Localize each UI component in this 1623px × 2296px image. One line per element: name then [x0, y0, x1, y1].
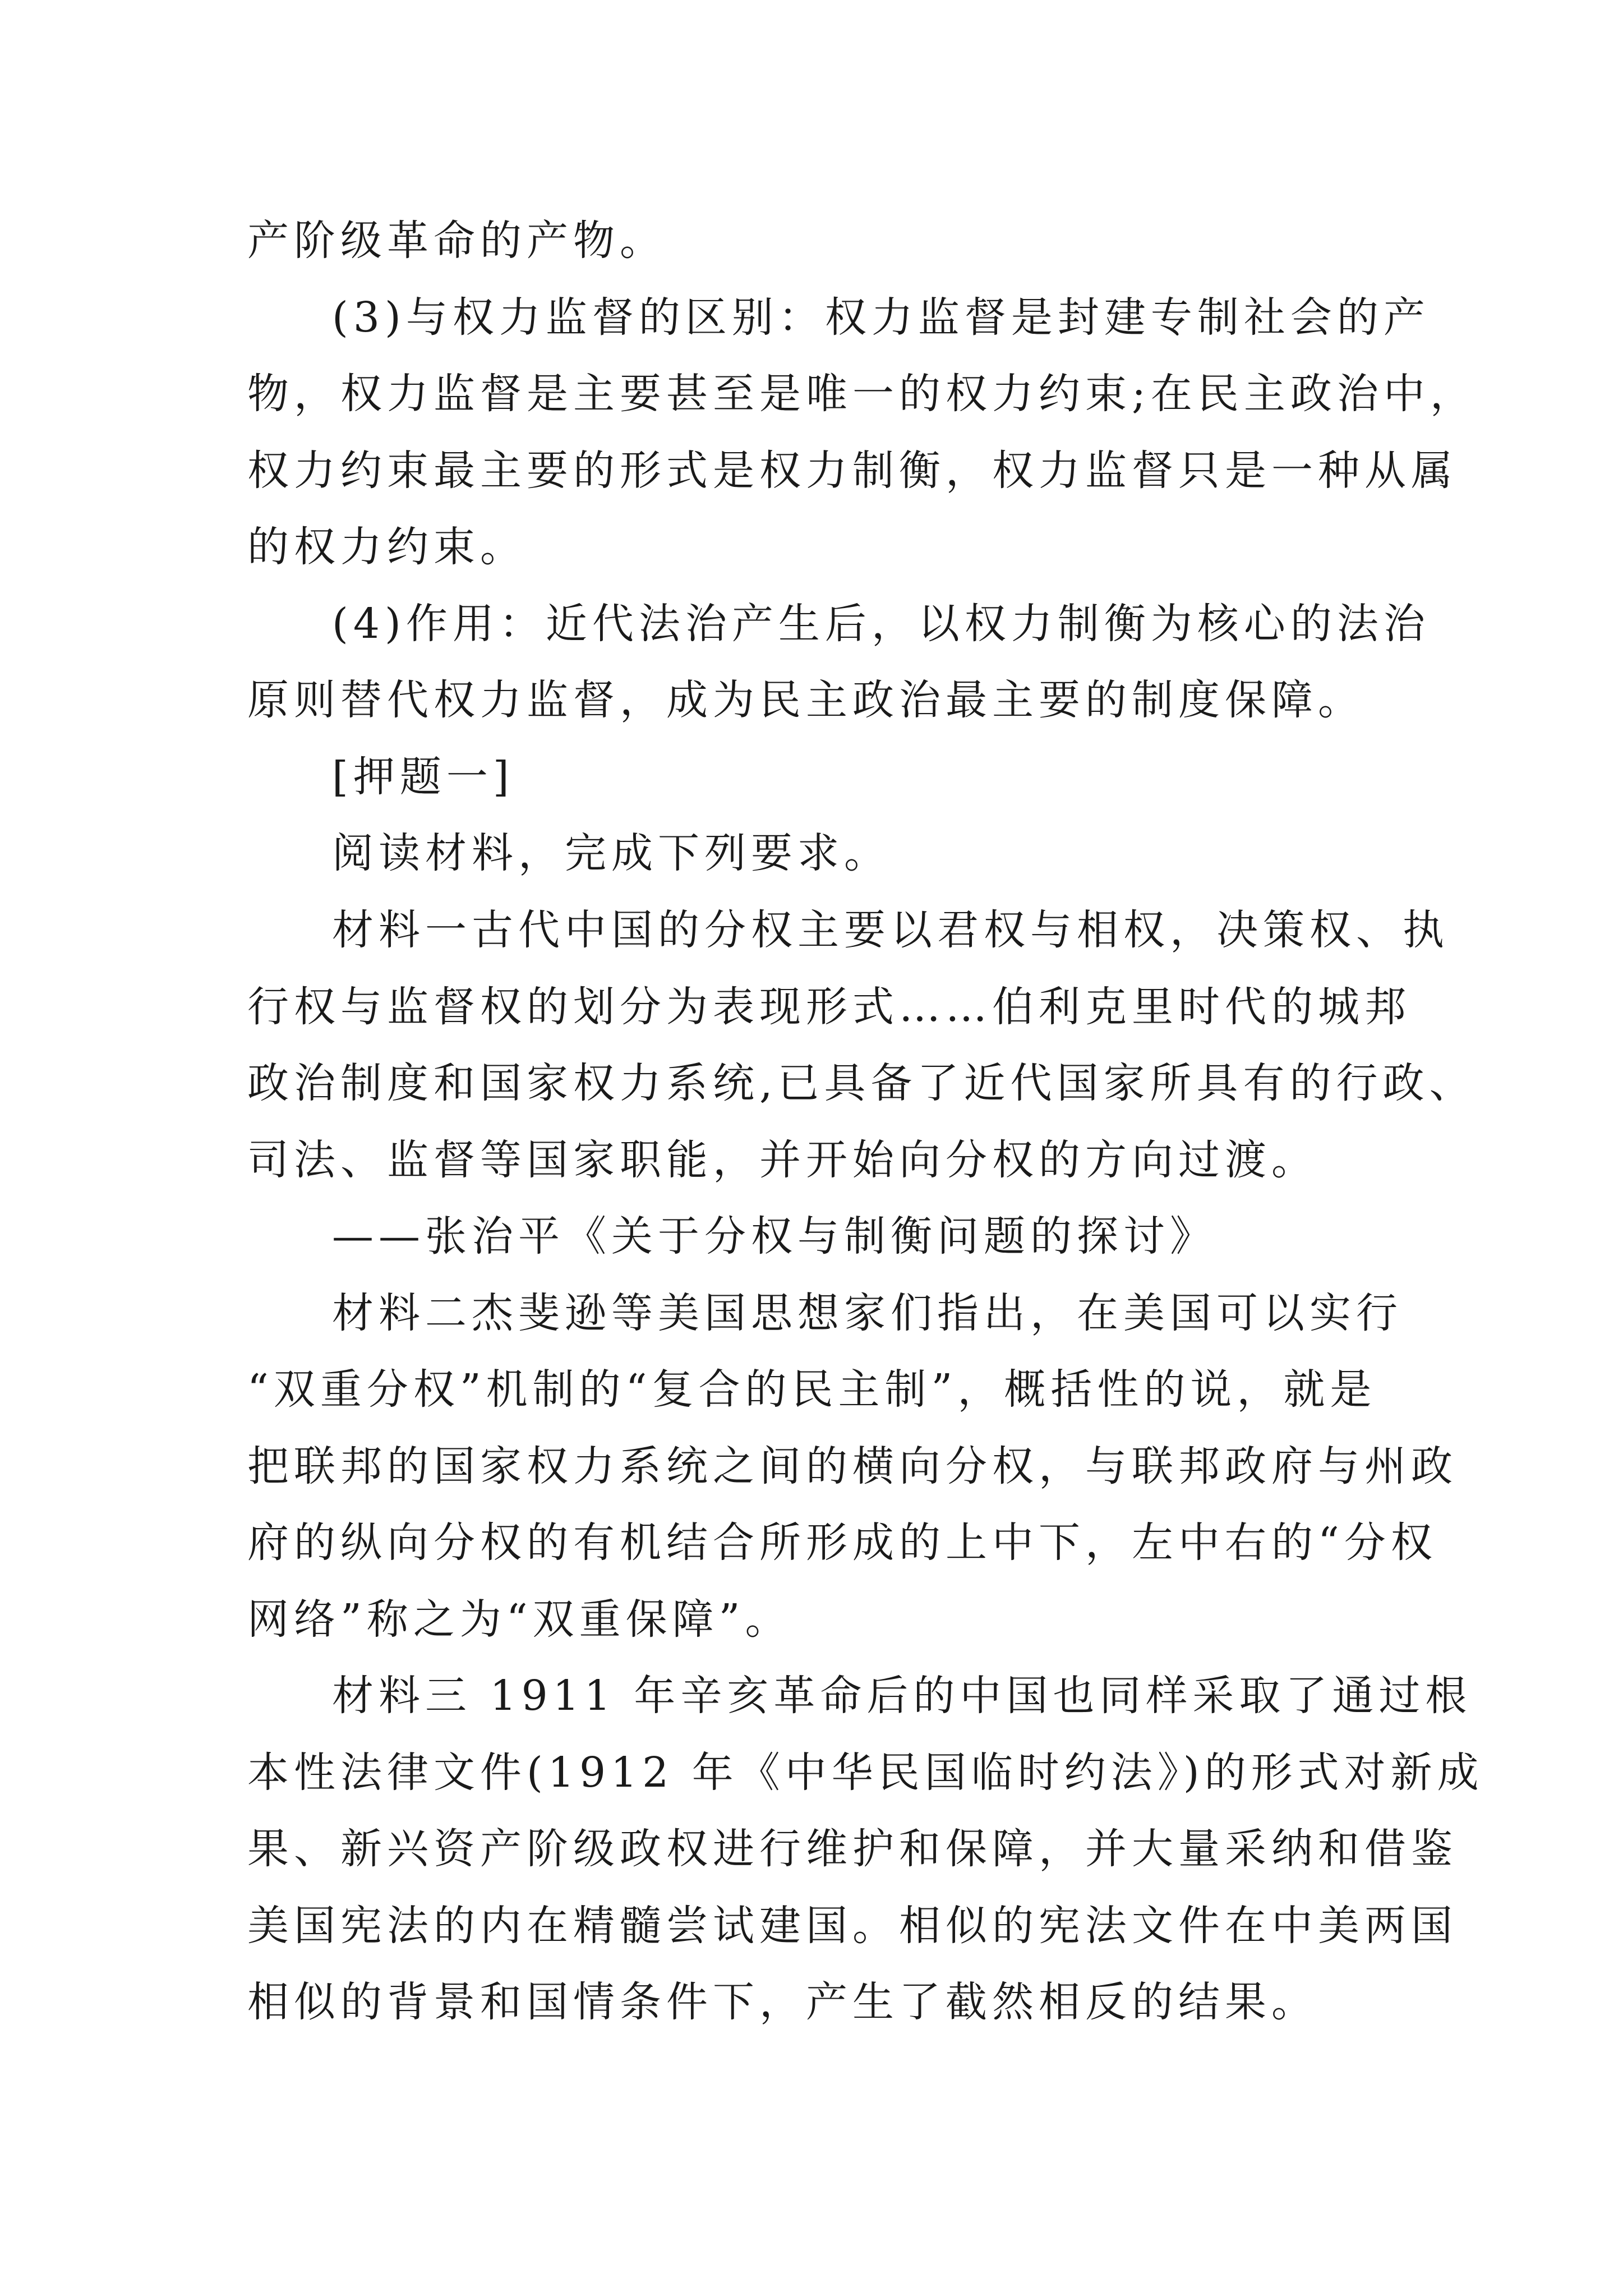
text-line: 材料二杰斐逊等美国思想家们指出，在美国可以实行: [332, 1289, 1403, 1337]
text-line: 美国宪法的内在精髓尝试建国。相似的宪法文件在中美两国: [247, 1902, 1458, 1950]
text-line: 本性法律文件(1912 年《中华民国临时约法》)的形式对新成: [247, 1749, 1484, 1797]
text-line: “双重分权”机制的“复合的民主制”，概括性的说，就是: [247, 1365, 1377, 1414]
text-line: 原则替代权力监督，成为民主政治最主要的制度保障。: [247, 676, 1364, 724]
text-line: 把联邦的国家权力系统之间的横向分权，与联邦政府与州政: [247, 1442, 1458, 1490]
text-line: 行权与监督权的划分为表现形式……伯利克里时代的城邦: [247, 983, 1411, 1031]
section-label: [押题一]: [332, 753, 514, 801]
text-line: 的权力约束。: [247, 523, 527, 571]
text-line: 政治制度和国家权力系统,已具备了近代国家所具有的行政、: [247, 1059, 1476, 1107]
text-line: 物，权力监督是主要甚至是唯一的权力约束;在民主政治中，: [247, 370, 1477, 418]
text-line: 权力约束最主要的形式是权力制衡，权力监督只是一种从属: [247, 447, 1458, 495]
text-line: (4)作用：近代法治产生后，以权力制衡为核心的法治: [332, 600, 1430, 648]
text-line: 网络”称之为“双重保障”。: [247, 1595, 792, 1644]
text-line: 产阶级革命的产物。: [247, 217, 666, 265]
text-line: (3)与权力监督的区别：权力监督是封建专制社会的产: [332, 293, 1430, 342]
text-line: 府的纵向分权的有机结合所形成的上中下，左中右的“分权: [247, 1519, 1437, 1567]
text-line: 相似的背景和国情条件下，产生了截然相反的结果。: [247, 1978, 1318, 2026]
text-line: 材料三 1911 年辛亥革命后的中国也同样采取了通过根: [332, 1672, 1472, 1720]
text-line: 司法、监督等国家职能，并开始向分权的方向过渡。: [247, 1136, 1318, 1184]
text-line: 果、新兴资产阶级政权进行维护和保障，并大量采纳和借鉴: [247, 1825, 1458, 1873]
text-line: 阅读材料，完成下列要求。: [332, 829, 891, 877]
text-line: 材料一古代中国的分权主要以君权与相权，决策权、执: [332, 906, 1449, 954]
citation-line: ——张治平《关于分权与制衡问题的探讨》: [332, 1212, 1216, 1260]
